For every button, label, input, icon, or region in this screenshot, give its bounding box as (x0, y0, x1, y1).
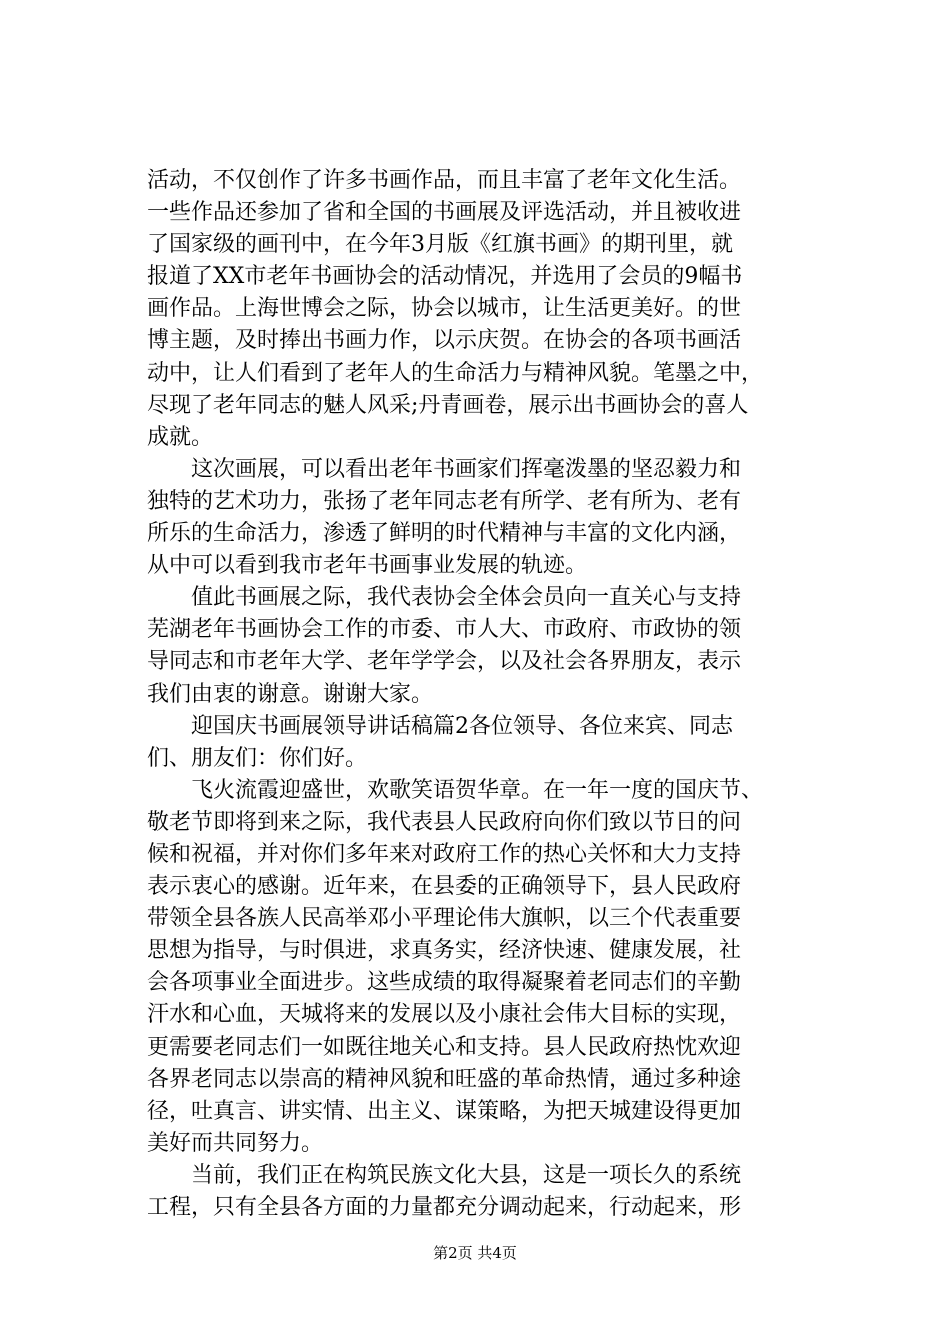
text-line: 动中，让人们看到了老年人的生命活力与精神风貌。笔墨之中， (147, 360, 764, 386)
text-line: 带领全县各族人民高举邓小平理论伟大旗帜，以三个代表重要 (147, 906, 742, 932)
text-line: 工程，只有全县各方面的力量都充分调动起来，行动起来，形 (147, 1195, 742, 1220)
text-line: 尽现了老年同志的魅人风采;丹青画卷，展示出书画协会的喜人 (147, 392, 749, 418)
text-line: 思想为指导，与时俱进，求真务实，经济快速、健康发展，社 (147, 938, 742, 964)
text-line: 径，吐真言、讲实情、出主义、谋策略，为把天城建设得更加 (147, 1098, 742, 1124)
text-line: 这次画展，可以看出老年书画家们挥毫泼墨的坚忍毅力和 (147, 456, 742, 482)
text-line: 博主题，及时捧出书画力作，以示庆贺。在协会的各项书画活 (147, 328, 742, 354)
text-line: 当前，我们正在构筑民族文化大县，这是一项长久的系统 (147, 1162, 742, 1188)
text-line: 从中可以看到我市老年书画事业发展的轨迹。 (147, 553, 588, 579)
text-line: 值此书画展之际，我代表协会全体会员向一直关心与支持 (147, 585, 742, 611)
text-line: 所乐的生命活力，渗透了鲜明的时代精神与丰富的文化内涵， (147, 521, 742, 547)
text-line: 更需要老同志们一如既往地关心和支持。县人民政府热忱欢迎 (147, 1034, 742, 1060)
text-line: 画作品。上海世博会之际，协会以城市，让生活更美好。的世 (147, 296, 742, 322)
text-line: 芜湖老年书画协会工作的市委、市人大、市政府、市政协的领 (147, 617, 742, 643)
text-line: 各界老同志以崇高的精神风貌和旺盛的革命热情，通过多种途 (147, 1066, 742, 1092)
text-line: 汗水和心血，天城将来的发展以及小康社会伟大目标的实现， (147, 1002, 742, 1028)
text-line: 活动，不仅创作了许多书画作品，而且丰富了老年文化生活。 (147, 168, 742, 193)
text-line: 导同志和市老年大学、老年学学会，以及社会各界朋友，表示 (147, 649, 742, 675)
text-line: 敬老节即将到来之际，我代表县人民政府向你们致以节日的问 (147, 809, 742, 835)
text-line: 候和祝福，并对你们多年来对政府工作的热心关怀和大力支持 (147, 841, 742, 867)
text-line: 飞火流霞迎盛世，欢歌笑语贺华章。在一年一度的国庆节、 (147, 777, 764, 803)
text-line: 表示衷心的感谢。近年来，在县委的正确领导下，县人民政府 (147, 874, 742, 900)
text-line: 会各项事业全面进步。这些成绩的取得凝聚着老同志们的辛勤 (147, 970, 742, 996)
page-footer: 第2页 共4页 (433, 1244, 517, 1262)
text-line: 报道了XX市老年书画协会的活动情况，并选用了会员的9幅书 (147, 264, 743, 290)
text-line: 美好而共同努力。 (147, 1130, 324, 1156)
body-text (147, 165, 837, 1224)
text-line: 一些作品还参加了省和全国的书画展及评选活动，并且被收进 (147, 200, 742, 226)
text-line: 成就。 (147, 424, 214, 450)
text-line: 迎国庆书画展领导讲话稿篇2各位领导、各位来宾、同志 (147, 713, 733, 739)
text-line: 了国家级的画刊中，在今年3月版《红旗书画》的期刊里，就 (147, 232, 733, 258)
text-line: 独特的艺术功力，张扬了老年同志老有所学、老有所为、老有 (147, 488, 742, 514)
text-line: 我们由衷的谢意。谢谢大家。 (147, 681, 434, 707)
text-line: 们、朋友们：你们好。 (147, 745, 368, 771)
